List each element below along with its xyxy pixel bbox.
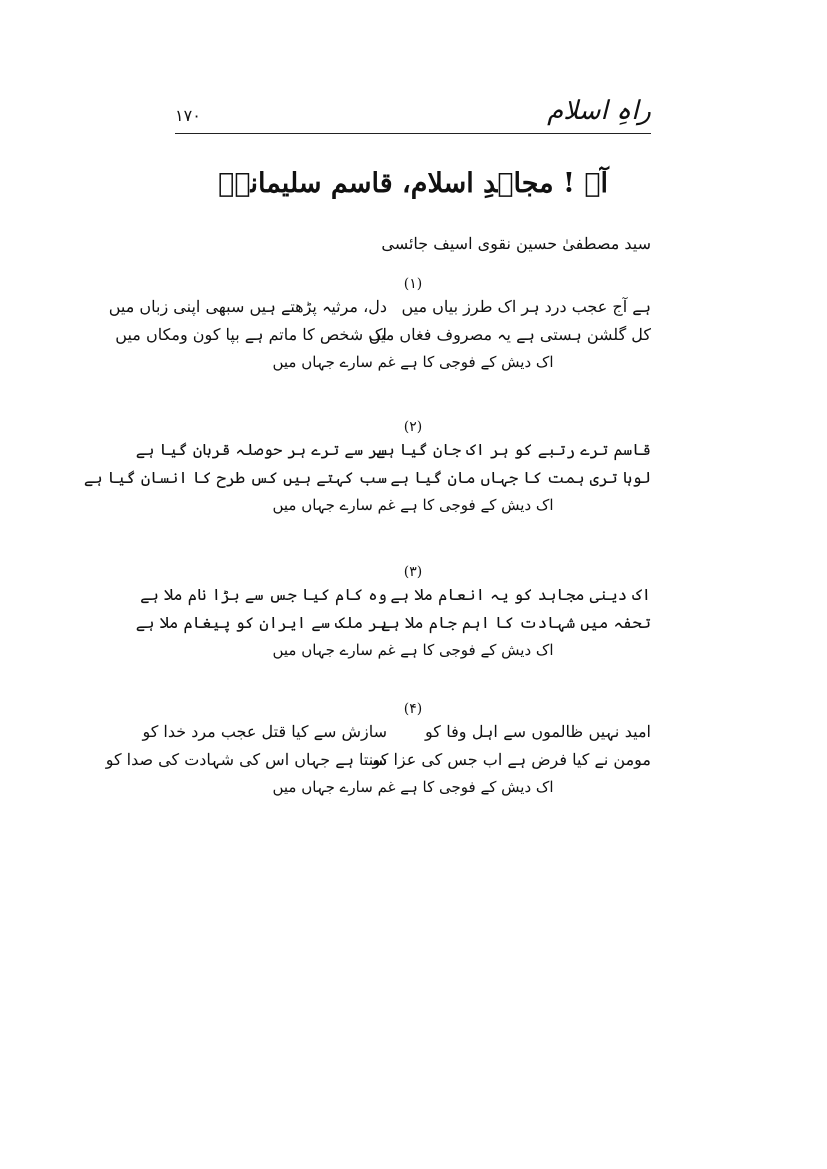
poem-author: سید مصطفیٰ حسین نقوی اسیف جائسی — [381, 234, 651, 253]
verse-second-half: ہر ملک سے ایران کو پیغام ملا ہے — [135, 613, 387, 632]
stanza-number: (۳) — [403, 564, 423, 580]
verse-line — [83, 464, 651, 492]
verse-second-half: اک شخص کا ماتم ہے بپا کون ومکاں میں — [115, 325, 387, 344]
stanza-number: (۴) — [403, 701, 423, 717]
verse-first-half: اک دینی مجاہد کو یہ انعام ملا ہے — [390, 585, 651, 604]
poem-title: آہ ! مجاہدِ اسلام، قاسم سلیمانیؒ — [218, 168, 608, 199]
refrain: اک دیش کے فوجی کا ہے غم سارے جہاں میں — [272, 353, 554, 371]
verse-first-half: امید نہیں ظالموں سے اہل وفا کو — [425, 722, 651, 741]
verse-second-half: سنتا ہے جہاں اس کی شہادت کی صدا کو — [105, 750, 387, 769]
refrain: اک دیش کے فوجی کا ہے غم سارے جہاں میں — [272, 496, 554, 514]
page-number: ۱۷۰ — [175, 106, 201, 125]
verse-line — [142, 718, 651, 746]
verse-first-half: تحفہ میں شہادت کا اہم جام ملا ہے — [381, 613, 651, 632]
journal-name: راہِ اسلام — [547, 96, 651, 126]
stanza-number: (۲) — [403, 419, 423, 435]
verse-first-half: ہے آج عجب درد ہر اک طرز بیاں میں — [401, 297, 651, 316]
verse-second-half: دل، مرثیہ پڑھتے ہیں سبھی اپنی زباں میں — [108, 297, 387, 316]
verse-first-half: مومن نے کیا فرض ہے اب جس کی عزا کو — [372, 750, 651, 769]
verse-second-half: وہ کام کیا جس سے بڑا نام ملا ہے — [140, 585, 387, 604]
stanza — [135, 563, 651, 663]
refrain: اک دیش کے فوجی کا ہے غم سارے جہاں میں — [272, 778, 554, 796]
verse-first-half: کل گلشن ہستی ہے یہ مصروف فغاں میں — [368, 325, 651, 344]
verse-first-half: لوہا تری ہمت کا جہاں مان گیا ہے — [390, 468, 651, 487]
verse-line — [115, 321, 651, 349]
verse-second-half: سازش سے کیا قتل عجب مرد خدا کو — [142, 722, 387, 741]
verse-second-half: سر سے ترے ہر حوصلہ قربان گیا ہے — [135, 440, 387, 459]
page-header — [175, 96, 651, 132]
stanza — [108, 275, 651, 375]
verse-line — [135, 436, 651, 464]
header-rule — [175, 133, 651, 134]
stanza — [83, 418, 651, 518]
stanza — [105, 700, 651, 800]
verse-first-half: قاسم ترے رتبے کو ہر اک جان گیا ہے — [375, 440, 651, 459]
verse-line — [105, 746, 651, 774]
verse-second-half: سب کہتے ہیں کس طرح کا انسان گیا ہے — [83, 468, 387, 487]
stanza-number: (۱) — [403, 276, 423, 292]
verse-line — [135, 609, 651, 637]
verse-line — [140, 581, 651, 609]
verse-line — [108, 293, 651, 321]
refrain: اک دیش کے فوجی کا ہے غم سارے جہاں میں — [272, 641, 554, 659]
